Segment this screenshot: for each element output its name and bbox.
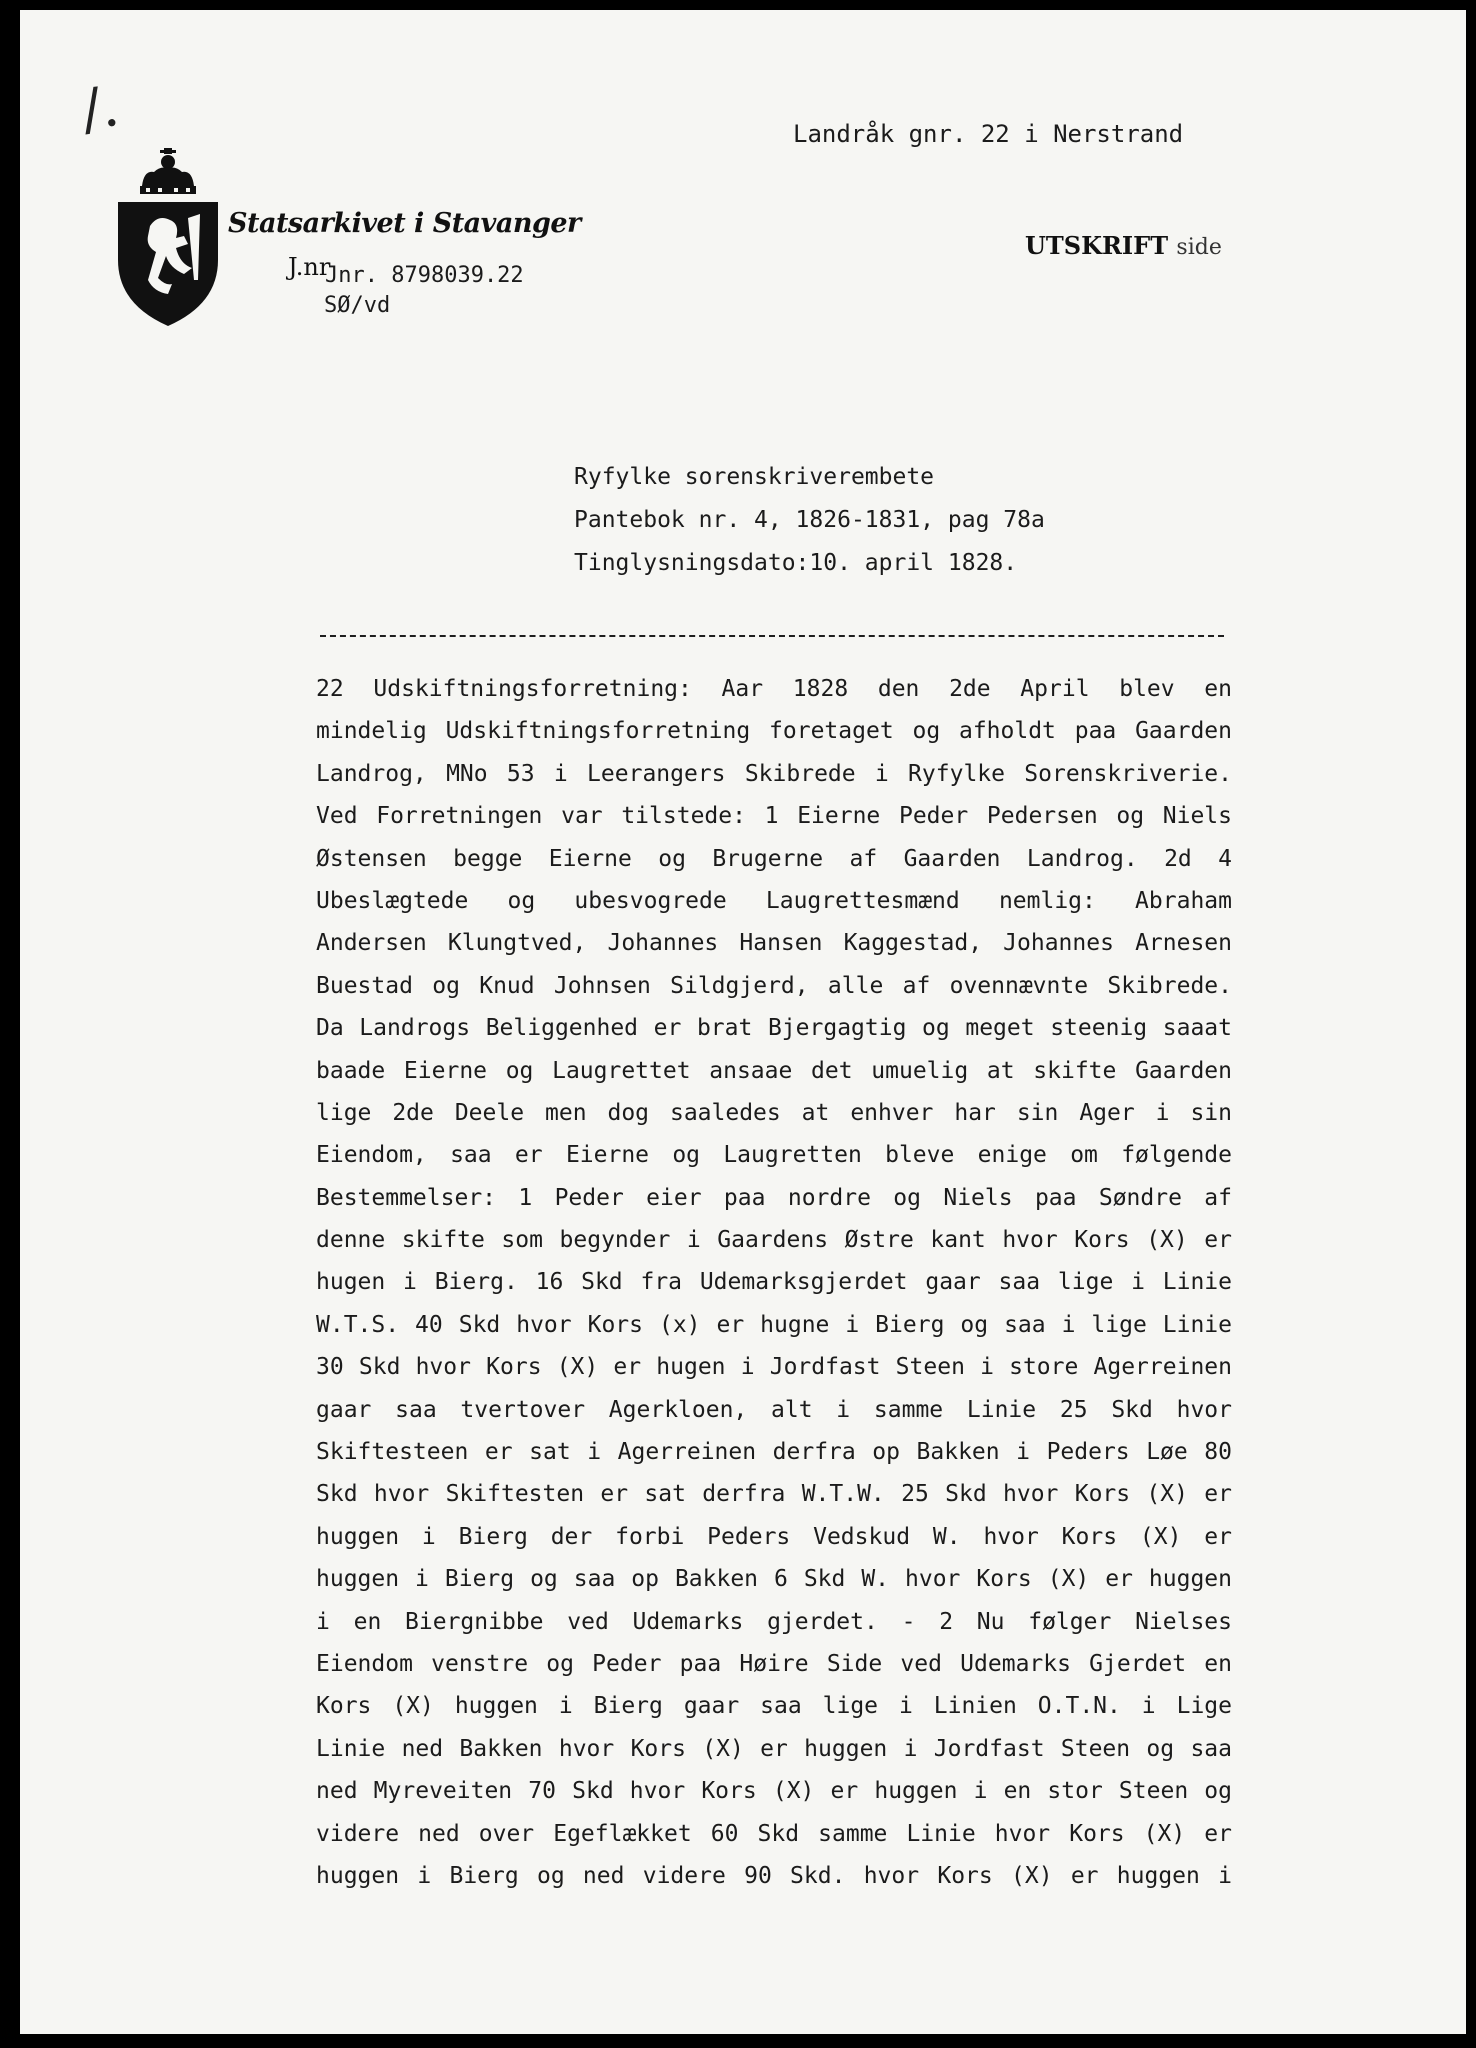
transcription-line [316,1558,1232,1600]
institution-name: Statsarkivet i Stavanger [228,208,581,239]
utskrift-label [1025,231,1222,260]
property-reference: Landråk gnr. 22 i Nerstrand [793,120,1184,148]
transcription-line-text: gaar saa tvertover Agerkloen, alt i samme Linie 25 Skd hvor [316,1396,1232,1423]
transcription-line [316,1007,1232,1049]
transcription-body [316,668,1232,1897]
transcription-line-text: Ubeslægtede og ubesvogrede Laugrettesmænd nemlig: Abraham [316,887,1232,914]
transcription-line-text: denne skifte som begynder i Gaardens Østre kant hvor Kors (X) er [316,1227,1232,1254]
transcription-line-text: Eiendom, saa er Eierne og Laugretten bleve enige om følgende [316,1142,1232,1169]
transcription-line [316,1092,1232,1134]
transcription-line [316,1261,1232,1303]
transcription-line [316,1473,1232,1515]
transcription-line-text: Linie ned Bakken hvor Kors (X) er huggen i Jordfast Steen og saa [316,1735,1232,1762]
transcription-line [316,1219,1232,1261]
transcription-line [316,1855,1232,1897]
transcription-line [316,668,1232,710]
transcription-line [316,965,1232,1007]
transcription-line [316,1304,1232,1346]
transcription-line [316,1177,1232,1219]
journal-number: Jnr. 8798039.22 [325,263,524,288]
transcription-line-text: huggen i Bierg og ned videre 90 Skd. hvor Kors (X) er huggen i [316,1862,1232,1889]
transcription-line [316,1050,1232,1092]
transcription-line [316,838,1232,880]
transcription-line [316,710,1232,752]
transcription-line [316,1728,1232,1770]
transcription-line [316,880,1232,922]
coat-of-arms-icon [114,148,222,328]
source-archive: Ryfylke sorenskriverembete [574,464,935,490]
transcription-line [316,1134,1232,1176]
transcription-line-text: lige 2de Deele men dog saaledes at enhver har sin Ager i sin [316,1099,1232,1126]
transcription-line [316,1431,1232,1473]
transcription-line-text: Eiendom venstre og Peder paa Høire Side ved Udemarks Gjerdet en [316,1650,1232,1677]
transcription-line-text: Landrog, MNo 53 i Leerangers Skibrede i Ryfylke Sorenskriverie. [316,760,1232,787]
transcription-line [316,1601,1232,1643]
source-book: Pantebok nr. 4, 1826-1831, pag 78a [574,507,1045,533]
transcription-line-text: Andersen Klungtved, Johannes Hansen Kaggestad, Johannes Arnesen [316,930,1232,957]
transcription-line [316,1346,1232,1388]
utskrift-title: UTSKRIFT [1025,231,1169,260]
transcription-line-text: Kors (X) huggen i Bierg gaar saa lige i Linien O.T.N. i Lige [316,1693,1232,1720]
transcription-line [316,753,1232,795]
transcription-line [316,1643,1232,1685]
source-block [574,456,1045,585]
transcription-line [316,1770,1232,1812]
utskrift-side: side [1176,235,1222,260]
signature-initials: SØ/vd [324,293,391,318]
transcription-line-text: hugen i Bierg. 16 Skd fra Udemarksgjerdet gaar saa lige i Linie [316,1269,1232,1296]
transcription-line-text: Bestemmelser: 1 Peder eier paa nordre og Niels paa Søndre af [316,1184,1232,1211]
source-date: Tinglysningsdato:10. april 1828. [574,550,1018,576]
transcription-line [316,1813,1232,1855]
transcription-line-text: W.T.S. 40 Skd hvor Kors (x) er hugne i Bierg og saa i lige Linie [316,1311,1232,1338]
transcription-line-text: 22 Udskiftningsforretning: Aar 1828 den 2de April blev en [316,676,1232,702]
transcription-line [316,1516,1232,1558]
document-page [20,10,1466,2034]
transcription-line-text: Østensen begge Eierne og Brugerne af Gaarden Landrog. 2d 4 [316,845,1232,872]
transcription-line-text: ned Myreveiten 70 Skd hvor Kors (X) er huggen i en stor Steen og [316,1778,1232,1805]
transcription-line-text: videre ned over Egeflækket 60 Skd samme Linie hvor Kors (X) er [316,1820,1232,1847]
transcription-line-text: 30 Skd hvor Kors (X) er hugen i Jordfast Steen i store Agerreinen [316,1354,1232,1381]
transcription-line-text: Skiftesteen er sat i Agerreinen derfra op Bakken i Peders Løe 80 [316,1439,1232,1466]
transcription-line [316,795,1232,837]
transcription-line-text: huggen i Bierg der forbi Peders Vedskud W. hvor Kors (X) er [316,1523,1232,1550]
transcription-line-text: Buestad og Knud Johnsen Sildgjerd, alle af ovennævnte Skibrede. [316,972,1232,999]
transcription-line [316,1389,1232,1431]
transcription-line-text: i en Biergnibbe ved Udemarks gjerdet. - 2 Nu følger Nielses [316,1608,1232,1635]
stray-pen-mark: /. [77,73,124,144]
dashed-divider [320,635,1224,637]
transcription-line [316,1685,1232,1727]
transcription-line-text: mindelig Udskiftningsforretning foretaget og afholdt paa Gaarden [316,718,1232,745]
transcription-line-text: baade Eierne og Laugrettet ansaae det umuelig at skifte Gaarden [316,1057,1232,1084]
journal-stamp-label: J.nr [288,253,331,281]
transcription-line [316,922,1232,964]
transcription-line-text: Ved Forretningen var tilstede: 1 Eierne Peder Pedersen og Niels [316,803,1232,830]
transcription-line-text: huggen i Bierg og saa op Bakken 6 Skd W. hvor Kors (X) er huggen [316,1566,1232,1593]
transcription-line-text: Skd hvor Skiftesten er sat derfra W.T.W. 25 Skd hvor Kors (X) er [316,1481,1232,1508]
transcription-line-text: Da Landrogs Beliggenhed er brat Bjergagtig og meget steenig saaat [316,1015,1232,1042]
